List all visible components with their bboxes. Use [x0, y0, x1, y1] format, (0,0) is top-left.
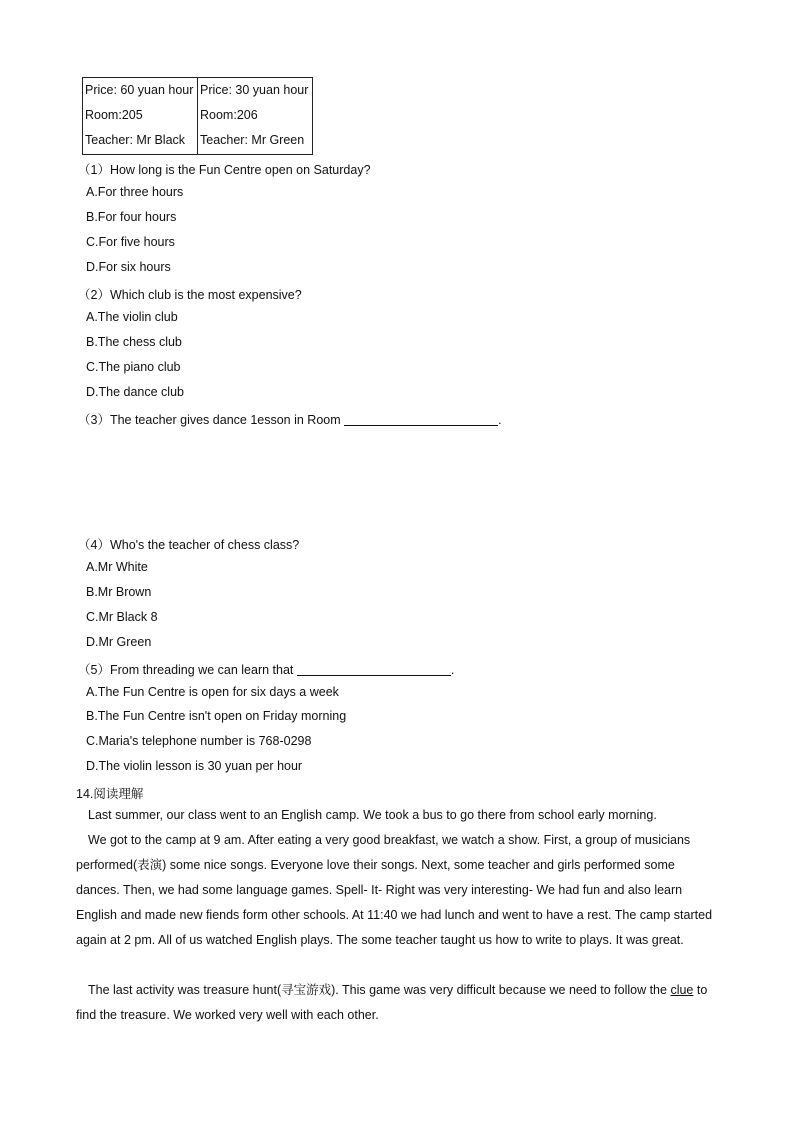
room-cell: Room:205: [85, 108, 143, 122]
q2-option-c: C.The piano club: [86, 360, 181, 374]
answer-blank: [344, 412, 498, 426]
q2-option-d: D.The dance club: [86, 385, 184, 399]
q2-option-b: B.The chess club: [86, 335, 182, 349]
q2-option-a: A.The violin club: [86, 310, 178, 324]
q5-option-b: B.The Fun Centre isn't open on Friday morning: [86, 709, 347, 723]
table-cell-col2: [198, 78, 313, 155]
teacher-cell: Teacher: Mr Green: [200, 133, 305, 147]
question-3: [78, 410, 502, 428]
q4-option-a: A.Mr White: [86, 560, 148, 574]
answer-blank: [297, 662, 451, 676]
table-cell-col1: [83, 78, 198, 155]
q1-option-d: D.For six hours: [86, 260, 171, 274]
q1-option-c: C.For five hours: [86, 235, 175, 249]
passage-paragraph-2: We got to the camp at 9 am. After eating a very good breakfast, we watch a show. First, a group of musicians performed(表演) some nice songs. Everyone love their songs. Next, some teacher and girls performed some dances. Then, we had some language games. Spell- It- Right was very interesting- We had fun and also learn English and made new fiends form other schools. At 11:40 we had lunch and went to have a rest. The camp started again at 2 pm. All of us watched English plays. The some teacher taught us how to write to plays. It was great.: [76, 833, 713, 947]
section-title: 14.阅读理解: [76, 787, 144, 801]
q1-option-b: B.For four hours: [86, 210, 177, 224]
price-cell: Price: 30 yuan hour: [200, 83, 309, 97]
question-3-stem: （3）The teacher gives dance 1esson in Room: [78, 413, 345, 427]
question-2-stem: （2）Which club is the most expensive?: [78, 288, 302, 302]
q1-option-a: A.For three hours: [86, 185, 184, 199]
passage-paragraph-3-end: to find the treasure. We worked very well with each other.: [76, 983, 708, 1022]
clue-word: clue: [670, 983, 694, 997]
club-info-table: [82, 77, 313, 155]
price-cell: Price: 60 yuan hour: [85, 83, 194, 97]
question-5-stem: （5）From threading we can learn that: [78, 663, 297, 677]
q5-option-c: C.Maria's telephone number is 768-0298: [86, 734, 312, 748]
room-cell: Room:206: [200, 108, 258, 122]
question-4-stem: （4）Who's the teacher of chess class?: [78, 538, 300, 552]
passage-paragraph-1: Last summer, our class went to an English camp. We took a bus to go there from school early morning.: [88, 808, 657, 822]
q4-option-b: B.Mr Brown: [86, 585, 152, 599]
question-5-end: .: [450, 663, 455, 677]
question-1-stem: （1）How long is the Fun Centre open on Saturday?: [78, 163, 371, 177]
passage-paragraph-3-start: The last activity was treasure hunt(寻宝游戏). This game was very difficult because we need to follow the: [88, 983, 671, 997]
q5-option-d: D.The violin lesson is 30 yuan per hour: [86, 759, 303, 773]
question-3-end: .: [498, 413, 502, 427]
q4-option-c: C.Mr Black 8: [86, 610, 158, 624]
question-5: [78, 660, 454, 678]
q4-option-d: D.Mr Green: [86, 635, 152, 649]
q5-option-a: A.The Fun Centre is open for six days a week: [86, 685, 339, 699]
teacher-cell: Teacher: Mr Black: [85, 133, 186, 147]
passage-paragraph-3: [76, 978, 720, 1028]
